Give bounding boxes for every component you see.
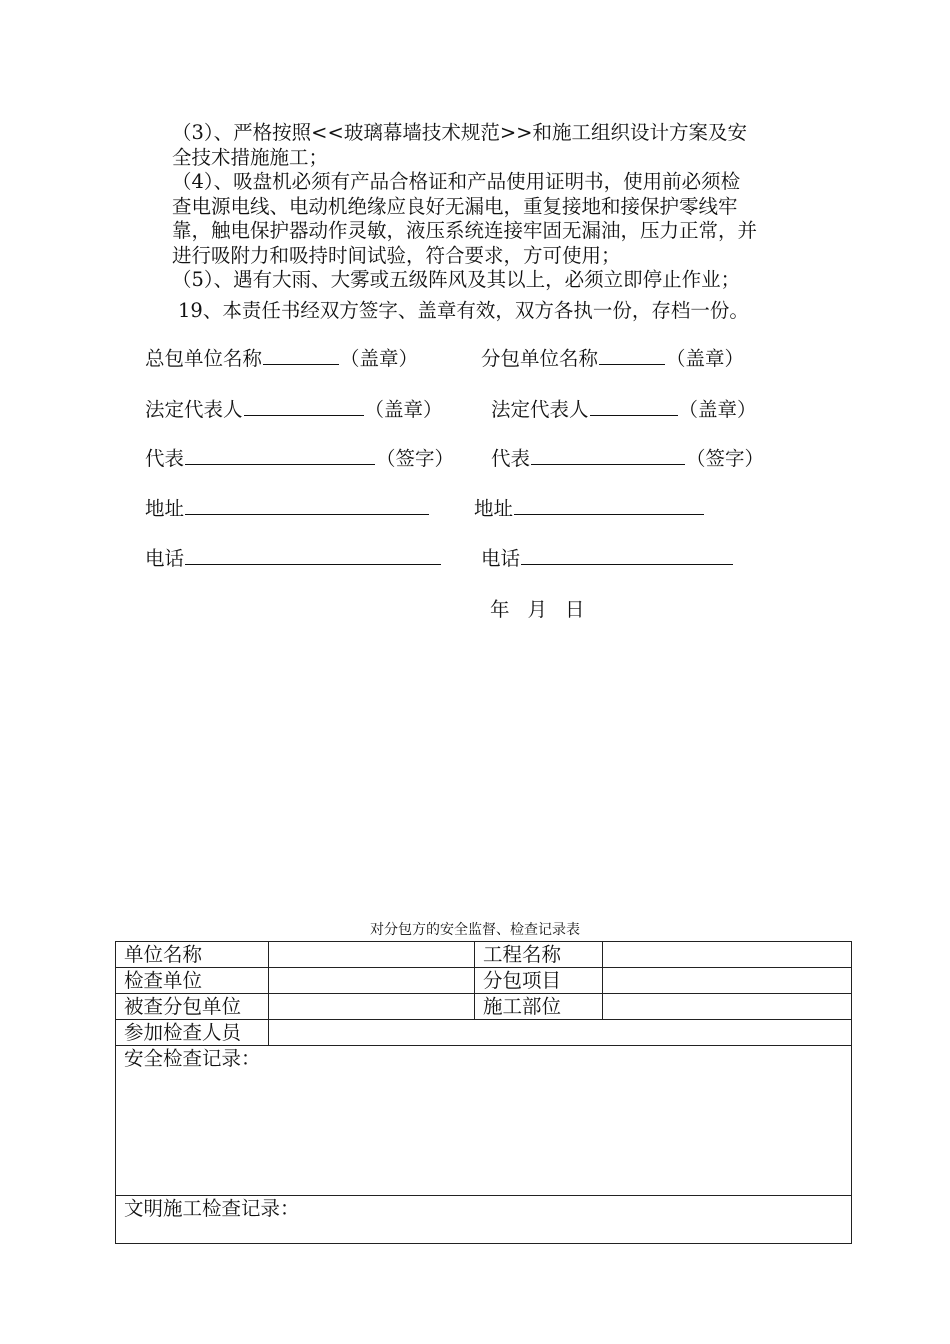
unit-name-label: 单位名称 bbox=[124, 943, 203, 966]
right-legal-rep-label: 法定代表人 bbox=[491, 398, 589, 421]
date-day: 日 bbox=[565, 598, 585, 621]
date-year: 年 bbox=[490, 598, 510, 621]
left-legal-rep-blank[interactable] bbox=[244, 398, 364, 416]
seal-note: （盖章） bbox=[364, 398, 443, 421]
term-line: 查电源电线、电动机绝缘应良好无漏电，重复接地和接保护零线牢 bbox=[172, 194, 738, 218]
inspected-sub-field[interactable] bbox=[269, 994, 474, 1019]
right-legal-rep-row bbox=[491, 394, 757, 422]
left-phone-row bbox=[145, 543, 442, 571]
left-agent-label: 代表 bbox=[145, 447, 185, 470]
general-contractor-unit-blank[interactable] bbox=[263, 347, 339, 365]
right-agent-label: 代表 bbox=[491, 447, 531, 470]
inspect-unit-label: 检查单位 bbox=[124, 969, 203, 992]
right-phone-label: 电话 bbox=[481, 547, 521, 570]
right-phone-row bbox=[481, 543, 734, 571]
left-address-blank[interactable] bbox=[185, 497, 429, 515]
seal-note: （盖章） bbox=[340, 347, 419, 370]
sub-item-field[interactable] bbox=[603, 968, 851, 993]
left-phone-label: 电话 bbox=[145, 547, 185, 570]
civil-record-area[interactable] bbox=[116, 1196, 851, 1243]
subcontractor-unit-blank[interactable] bbox=[599, 347, 665, 365]
project-name-label: 工程名称 bbox=[483, 943, 562, 966]
inspect-unit-field[interactable] bbox=[269, 968, 474, 993]
term-line: 全技术措施施工； bbox=[172, 145, 329, 169]
record-table-title: 对分包方的安全监督、检查记录表 bbox=[370, 922, 580, 938]
inspected-sub-label: 被查分包单位 bbox=[124, 995, 242, 1018]
participants-label: 参加检查人员 bbox=[124, 1021, 242, 1044]
sign-note: （签字） bbox=[376, 447, 455, 470]
left-legal-rep-label: 法定代表人 bbox=[145, 398, 243, 421]
clause-19: 19、本责任书经双方签字、盖章有效，双方各执一份，存档一份。 bbox=[178, 299, 749, 322]
right-legal-rep-blank[interactable] bbox=[590, 398, 678, 416]
general-contractor-unit-label: 总包单位名称 bbox=[145, 347, 263, 370]
seal-note: （盖章） bbox=[678, 398, 757, 421]
right-address-row bbox=[474, 493, 705, 521]
left-agent-row bbox=[145, 443, 454, 471]
date-line bbox=[490, 594, 603, 622]
left-legal-rep-row bbox=[145, 394, 443, 422]
safety-record-area[interactable] bbox=[116, 1046, 851, 1195]
right-phone-blank[interactable] bbox=[521, 547, 733, 565]
unit-name-field[interactable] bbox=[269, 942, 474, 967]
term-item-3 bbox=[172, 121, 812, 170]
record-table bbox=[115, 941, 852, 1244]
term-item-4 bbox=[172, 170, 812, 268]
sign-note: （签字） bbox=[686, 447, 765, 470]
sub-item-label: 分包项目 bbox=[483, 969, 562, 992]
right-agent-row bbox=[491, 443, 764, 471]
left-address-label: 地址 bbox=[145, 497, 185, 520]
seal-note: （盖章） bbox=[666, 347, 745, 370]
general-contractor-unit-row bbox=[145, 343, 418, 371]
participants-field[interactable] bbox=[269, 1020, 851, 1045]
term-line: （5）、遇有大雨、大雾或五级阵风及其以上，必须立即停止作业； bbox=[172, 268, 741, 291]
left-address-row bbox=[145, 493, 430, 521]
term-line: （4）、吸盘机必须有产品合格证和产品使用证明书，使用前必须检 bbox=[172, 170, 741, 193]
left-phone-blank[interactable] bbox=[185, 547, 441, 565]
civil-record-label: 文明施工检查记录： bbox=[124, 1197, 300, 1220]
safety-record-label: 安全检查记录： bbox=[124, 1047, 261, 1070]
term-line: （3）、严格按照<<玻璃幕墙技术规范>>和施工组织设计方案及安 bbox=[172, 121, 748, 144]
project-name-field[interactable] bbox=[603, 942, 851, 967]
term-line: 靠，触电保护器动作灵敏，液压系统连接牢固无漏油，压力正常，并 bbox=[172, 219, 758, 243]
date-month: 月 bbox=[527, 598, 548, 621]
construction-part-label: 施工部位 bbox=[483, 995, 562, 1018]
term-line: 进行吸附力和吸持时间试验，符合要求，方可使用； bbox=[172, 243, 621, 267]
subcontractor-unit-label: 分包单位名称 bbox=[481, 347, 599, 370]
subcontractor-unit-row bbox=[481, 343, 744, 371]
construction-part-field[interactable] bbox=[603, 994, 851, 1019]
left-agent-blank[interactable] bbox=[185, 447, 375, 465]
right-address-blank[interactable] bbox=[514, 497, 704, 515]
term-item-5 bbox=[172, 268, 812, 293]
right-agent-blank[interactable] bbox=[531, 447, 685, 465]
right-address-label: 地址 bbox=[474, 497, 514, 520]
